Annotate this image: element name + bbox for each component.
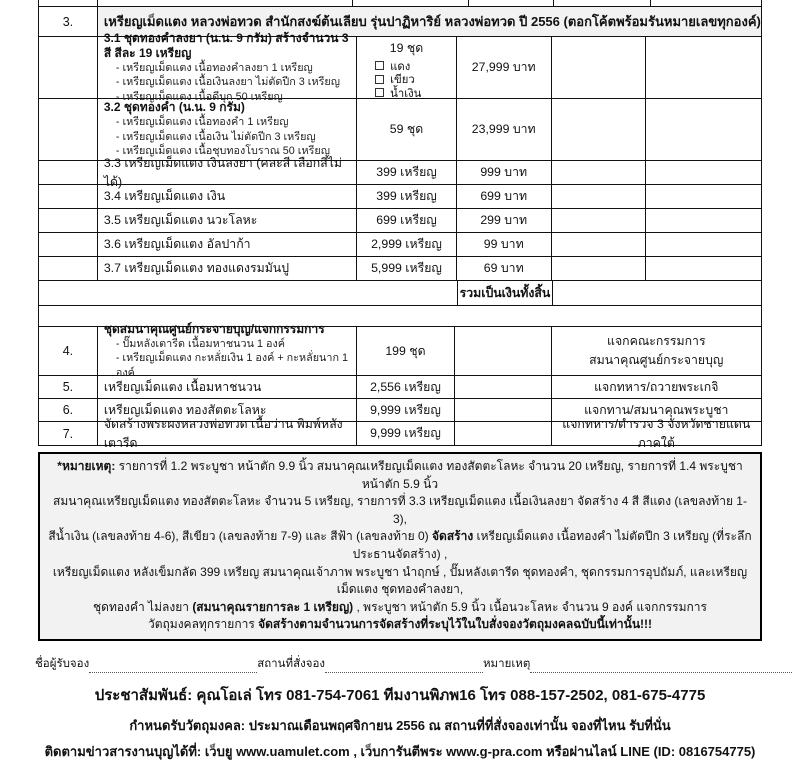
row-3-1-sub1: - เหรียญเม็ดแตง เนื้อทองคำลงยา 1 เหรียญ <box>115 61 313 74</box>
row-3-7-price <box>457 257 552 280</box>
items-table-section-4-7 <box>38 321 762 450</box>
note-text: เหรียญเม็ดแตง เนื้อทองคำ ไม่ตัดปีก 3 เหรียญ (ที่ระลึกประธานจัดสร้าง) , <box>352 529 752 561</box>
row-3-1-description <box>98 30 357 103</box>
stub-divider <box>469 0 554 6</box>
note-text: สมนาคุณเหรียญเม็ดแตง ทองสัตตะโลหะ จำนวน 5 เหรียญ, รายการที่ 3.3 เหรียญเม็ดแตง เนื้อเงินลงยา จัดสร้าง 4 สี สีแดง (เลขลงท้าย 1-3), <box>53 494 747 526</box>
color-label-blue: น้ำเงิน <box>390 87 422 100</box>
item-number-text: 5. <box>62 380 74 394</box>
row-4-remark <box>552 327 761 375</box>
note-text: วัตถุมงคลทุกรายการ <box>147 617 259 632</box>
row-3-5 <box>39 209 761 233</box>
row-3-6-quantity <box>357 233 457 256</box>
price-text: 69 บาท <box>483 261 524 275</box>
receiver-name-label: ชื่อผู้รับจอง <box>35 657 90 670</box>
quantity-text: 2,999 เหรียญ <box>371 237 442 251</box>
row-4-title: ชุดสมนาคุณศูนย์กระจายบุญ/แจกกรรมการ <box>103 321 325 336</box>
row-5 <box>39 376 761 399</box>
grand-total-label-text: รวมเป็นเงินทั้งสิ้น <box>459 285 551 300</box>
remark-line-1: แจกคณะกรรมการ <box>607 334 706 348</box>
note-text: ชุดทองคำ ไม่ลงยา <box>93 599 193 614</box>
description-text: 3.6 เหรียญเม็ดแตง อัลปาก้า <box>103 237 251 251</box>
item-number <box>39 376 98 398</box>
color-label-red: แดง <box>390 60 411 73</box>
quantity-text: 2,556 เหรียญ <box>370 379 441 394</box>
row-3-4-quantity <box>357 185 457 208</box>
row-3-4 <box>39 185 761 209</box>
order-quantity-cell <box>455 327 552 375</box>
note-text-bold: จัดสร้างตามจำนวนการจัดสร้างที่ระบุไว้ในใบสั่งจองวัตถุมงคลฉบับนี้เท่านั้น!!! <box>258 617 653 632</box>
quantity-text: 399 เหรียญ <box>376 189 437 203</box>
stub-divider <box>39 0 98 6</box>
row-3-2-sub2: - เหรียญเม็ดแตง เนื้อเงิน ไม่ตัดปีก 3 เหรียญ <box>115 130 316 143</box>
description-text: 3.4 เหรียญเม็ดแตง เงิน <box>103 189 226 203</box>
order-quantity-cell <box>552 257 647 280</box>
stub-divider <box>353 0 469 6</box>
row-4 <box>39 321 761 379</box>
note-line-2 <box>48 493 752 528</box>
order-amount-cell <box>646 99 761 160</box>
row-5-description <box>98 376 357 398</box>
order-quantity-cell <box>455 422 552 445</box>
order-amount-cell <box>646 209 761 232</box>
row-3-5-price <box>457 209 552 232</box>
order-place-label: สถานที่สั่งจอง <box>257 657 325 670</box>
row-3-2-sub3: - เหรียญเม็ดแตง เนื้อชุบทองโบราณ 50 เหรียญ <box>115 145 330 158</box>
row-3-5-quantity <box>357 209 457 232</box>
receiver-name-field[interactable] <box>89 661 257 673</box>
checkbox-red-icon[interactable] <box>375 61 384 70</box>
note-line-5 <box>48 599 752 617</box>
row-5-remark <box>552 376 761 398</box>
description-text: 3.3 เหรียญเม็ดแตง เงินลงยา (คละสี เลือกสีไม่ได้) <box>103 155 343 189</box>
note-line-6 <box>48 616 752 634</box>
section3-title-text: เหรียญเม็ดแตง หลวงพ่อทวด สำนักสงฆ์ต้นเลียบ รุ่นปาฏิหาริย์ หลวงพ่อทวด ปี 2556 (ตอกโค้ตพร้อมรันหมายเลขทุกองค์) <box>103 14 761 29</box>
contact-line: ประชาสัมพันธ์: คุณโอเล่ โทร 081-754-7061 ทีมงานพิภพ16 โทร 088-157-2502, 081-675-4775 <box>94 686 706 704</box>
checkbox-green-icon[interactable] <box>375 75 384 84</box>
item-number <box>39 185 98 208</box>
stub-divider <box>554 0 651 6</box>
price-text: 999 บาท <box>480 165 528 179</box>
row-4-sub2: - เหรียญเม็ดแตง กะหลั่ยเงิน 1 องค์ + กะหลั่ยนาก 1 องค์ <box>115 352 349 379</box>
item-number <box>39 209 98 232</box>
order-amount-cell <box>646 185 761 208</box>
row-3-1-quantity: 19 ชุด <box>389 41 424 55</box>
row-3-1 <box>39 30 761 103</box>
order-quantity-cell <box>552 99 647 160</box>
item-number <box>39 37 98 98</box>
item-number <box>39 233 98 256</box>
quantity-text: 59 ชุด <box>389 122 424 136</box>
order-place-field[interactable] <box>325 661 483 673</box>
remark-line-2: สมนาคุณศูนย์กระจายบุญ <box>589 353 724 367</box>
pickup-info-line: กำหนดรับวัตถุมงคล: ประมาณเดือนพฤศจิกายน 2556 ณ สถานที่ที่สั่งจองเท่านั้น จองที่ไหน รับที่นั่น <box>129 717 671 733</box>
order-quantity-cell <box>455 376 552 398</box>
color-label-green: เขียว <box>390 74 415 87</box>
row-3-2-sub1: - เหรียญเม็ดแตง เนื้อทองคำ 1 เหรียญ <box>115 116 289 129</box>
item-number-text: 7. <box>62 426 74 441</box>
items-table-section-3 <box>38 6 762 306</box>
price-text: 99 บาท <box>483 237 524 251</box>
quantity-text: 399 เหรียญ <box>376 165 437 179</box>
item-number <box>39 7 98 36</box>
order-quantity-cell <box>455 399 552 421</box>
row-3-3-description <box>98 155 357 189</box>
row-3-6-description <box>98 233 357 256</box>
description-text: เหรียญเม็ดแตง เนื้อมหาชนวน <box>103 379 262 394</box>
row-3-2-title: 3.2 ชุดทองคำ (น.น. 9 กรัม) <box>103 100 245 115</box>
row-3-4-price <box>457 185 552 208</box>
order-quantity-cell <box>552 209 647 232</box>
description-text: เหรียญเม็ดแตง ทองสัตตะโลหะ <box>103 402 267 417</box>
stub-divider <box>98 0 353 6</box>
news-links-line: ติดตามข่าวสารงานบุญได้ที่: เว็บยู www.uamulet.com , เว็บการันตีพระ www.g-pra.com หรือผ่านไลน์ LINE (ID: 0816754775) <box>44 743 756 759</box>
color-option-blue[interactable] <box>357 86 456 100</box>
row-4-description <box>98 321 357 379</box>
note-text: , พระบูชา หน้าตัก 5.9 นิ้ว เนื้อนวะโลหะ จำนวน 9 องค์ แจกกรรมการ <box>353 599 707 614</box>
note-line-3 <box>48 528 752 563</box>
note-label: *หมายเหตุ: <box>57 459 116 473</box>
item-number <box>39 161 98 184</box>
description-text: 3.5 เหรียญเม็ดแตง นวะโลหะ <box>103 213 258 227</box>
quantity-text: 199 ชุด <box>385 343 426 358</box>
description-text: จัดสร้างพระผงหลวงพ่อทวด เนื้อว่าน พิมพ์หลังเตารีด <box>103 416 343 450</box>
order-amount-cell <box>646 257 761 280</box>
row-3-7-description <box>98 257 357 280</box>
row-3-2-quantity <box>357 99 457 160</box>
item-number-text: 4. <box>62 344 74 358</box>
note-text: เหรียญเม็ดแตง หลังเข็มกลัด 399 เหรียญ สมนาคุณเจ้าภาพ พระบูชา นำฤกษ์ , ปั๊มหลังเตารีด ชุดทองคำ, ชุดกรรมการอุปถัมภ์, และเหรียญเม็ดแตง ชุดทองคำลงยา, <box>52 564 748 597</box>
row-7 <box>39 416 761 450</box>
row-7-description <box>98 416 357 450</box>
quantity-text: 699 เหรียญ <box>376 213 437 227</box>
item-number <box>39 399 98 421</box>
description-text: 3.7 เหรียญเม็ดแตง ทองแดงรมมันปู <box>103 261 290 275</box>
grand-total-row <box>39 281 761 305</box>
order-quantity-cell <box>552 161 647 184</box>
checkbox-blue-icon[interactable] <box>375 88 384 97</box>
quantity-text: 9,999 เหรียญ <box>370 402 441 417</box>
grand-total-label <box>458 281 553 305</box>
item-number <box>39 99 98 160</box>
note-line-1 <box>48 458 752 493</box>
item-number <box>39 257 98 280</box>
row-3-1-sub2: - เหรียญเม็ดแตง เนื้อเงินลงยา ไม่ตัดปีก 3 เหรียญ <box>115 76 340 89</box>
remark-field[interactable] <box>530 661 792 673</box>
item-number-text: 6. <box>62 403 74 417</box>
item-number-text: 3. <box>62 14 74 29</box>
row-3-3 <box>39 155 761 189</box>
quantity-text: 5,999 เหรียญ <box>371 261 442 275</box>
order-quantity-cell <box>552 37 647 98</box>
item-number <box>39 422 98 445</box>
price-text: 699 บาท <box>480 189 528 203</box>
note-text-bold: จัดสร้าง <box>432 529 474 544</box>
note-text: สีน้ำเงิน (เลขลงท้าย 4-6), สีเขียว (เลขลงท้าย 7-9) และ สีฟ้า (เลขลงท้าย 0) <box>48 529 432 544</box>
remark-text: แจกทหาร/ถวายพระเกจิ <box>594 379 719 394</box>
note-text-bold: (สมนาคุณรายการละ 1 เหรียญ) <box>192 599 354 614</box>
remark-text: แจกทาน/สมนาคุณพระบูชา <box>584 402 729 417</box>
row-3-2-description <box>98 99 357 160</box>
quantity-text: 9,999 เหรียญ <box>370 426 441 440</box>
row-3-7-quantity <box>357 257 457 280</box>
order-amount-cell <box>646 161 761 184</box>
order-amount-cell <box>646 37 761 98</box>
row-7-quantity <box>357 422 455 445</box>
row-3-1-title: 3.1 ชุดทองคำลงยา (น.น. 9 กรัม) สร้างจำนวน 3 สี สีละ 19 เหรียญ <box>103 30 349 60</box>
row-3-6 <box>39 233 761 257</box>
row-3-1-price <box>457 37 552 98</box>
remark-label: หมายเหตุ <box>482 657 531 670</box>
order-quantity-cell <box>552 185 647 208</box>
signature-line <box>35 657 792 673</box>
note-text: รายการที่ 1.2 พระบูชา หน้าตัก 9.9 นิ้ว สมนาคุณเหรียญเม็ดแตง ทองสัตตะโลหะ จำนวน 20 เหรียญ, รายการที่ 1.4 พระบูชา หน้าตัก 5.9 นิ้ว <box>115 459 743 491</box>
row-3-2-price <box>457 99 552 160</box>
row-3-3-quantity <box>357 161 457 184</box>
row-3-3-price <box>457 161 552 184</box>
row-6-quantity <box>357 399 455 421</box>
row-3-1-sub3: - เหรียญเม็ดแตง เนื้อดีบุก 50 เหรียญ <box>115 90 283 103</box>
price-text: 27,999 บาท <box>471 60 536 74</box>
row-3-6-price <box>457 233 552 256</box>
row-4-quantity <box>357 327 455 375</box>
price-text: 23,999 บาท <box>471 122 536 136</box>
grand-total-amount-cell <box>553 281 668 305</box>
row-4-sub1: - ปั๊มหลังเตารีด เนื้อมหาชนวน 1 องค์ <box>115 337 285 350</box>
row-3-2 <box>39 99 761 161</box>
row-3-5-description <box>98 209 357 232</box>
remark-note-box <box>38 452 762 641</box>
note-line-4 <box>48 564 752 599</box>
row-7-remark <box>552 416 761 450</box>
row-5-quantity <box>357 376 455 398</box>
price-text: 299 บาท <box>480 213 528 227</box>
row-3-1-quantity-cell <box>357 37 457 98</box>
row-3-4-description <box>98 185 357 208</box>
order-quantity-cell <box>552 233 647 256</box>
item-number <box>39 327 98 375</box>
total-row-spacer <box>39 281 458 305</box>
remark-text: แจกทหาร/ตำรวจ 3 จังหวัดชายแดนภาคใต้ <box>562 416 751 450</box>
row-3-7 <box>39 257 761 281</box>
order-amount-cell <box>646 233 761 256</box>
